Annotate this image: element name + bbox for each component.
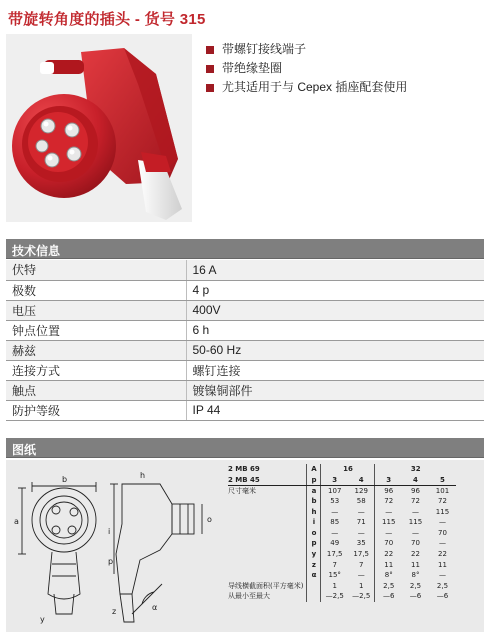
table-row bbox=[6, 380, 484, 400]
table-row bbox=[228, 591, 456, 602]
spec-value: 4 p bbox=[186, 280, 484, 300]
dimension-cell: 115 bbox=[408, 518, 423, 527]
dimension-cell: — bbox=[321, 506, 348, 517]
dimension-cell bbox=[228, 549, 307, 560]
page-title: 带旋转角度的插头 - 货号 315 bbox=[8, 11, 206, 28]
dimension-cell: 101 bbox=[435, 486, 450, 495]
dimension-cell: A bbox=[307, 464, 321, 475]
dimension-cell: 58 bbox=[356, 497, 366, 506]
dimension-cell: 129 bbox=[354, 486, 368, 495]
dimension-cell: 尺寸毫米 bbox=[228, 486, 256, 495]
dimension-cell: 32 bbox=[375, 464, 456, 475]
dimension-cell: i bbox=[307, 517, 321, 528]
dimension-cell: 85 bbox=[321, 517, 348, 528]
dimension-cell: 70 bbox=[438, 528, 447, 537]
spec-value: IP 44 bbox=[186, 400, 484, 420]
square-bullet-icon bbox=[206, 46, 214, 54]
dimension-cell bbox=[228, 517, 307, 528]
dimension-cell bbox=[228, 506, 307, 517]
table-row bbox=[6, 320, 484, 340]
drawing-label: p bbox=[108, 557, 114, 566]
table-row bbox=[228, 538, 456, 549]
dimension-cell: — bbox=[375, 506, 402, 517]
drawing-label: o bbox=[207, 515, 212, 524]
dimension-cell bbox=[228, 496, 307, 507]
table-row bbox=[6, 340, 484, 360]
spec-value: 镀镍铜部件 bbox=[186, 380, 484, 400]
dimension-cell: o bbox=[307, 528, 321, 539]
dimension-cell: p bbox=[307, 538, 321, 549]
dimension-cell: 96 bbox=[375, 485, 402, 496]
dimension-cell: —6 bbox=[409, 592, 422, 601]
spec-label: 赫兹 bbox=[6, 340, 186, 360]
dimension-cell bbox=[228, 559, 307, 570]
table-row bbox=[228, 517, 456, 528]
product-photo bbox=[6, 34, 192, 222]
table-row bbox=[228, 528, 456, 539]
dimension-cell: p bbox=[307, 475, 321, 486]
spec-label: 极数 bbox=[6, 280, 186, 300]
spec-label: 伏特 bbox=[6, 260, 186, 280]
dimension-cell: 17,5 bbox=[321, 549, 348, 560]
spec-label: 触点 bbox=[6, 380, 186, 400]
dimension-cell: 1 bbox=[321, 581, 348, 592]
dimension-cell: 1 bbox=[358, 581, 364, 590]
dimension-cell: 5 bbox=[429, 475, 456, 486]
dimension-cell: 2 MB 69 bbox=[228, 465, 260, 474]
dimension-cell: —2,5 bbox=[321, 591, 348, 602]
table-row bbox=[228, 485, 456, 496]
dimension-cell bbox=[228, 538, 307, 549]
dimension-cell: 从最小至最大 bbox=[228, 592, 270, 601]
dimension-cell: a bbox=[307, 485, 321, 496]
dimension-cell: — bbox=[357, 528, 365, 537]
dimension-cell: 72 bbox=[411, 497, 420, 506]
spec-value: 50-60 Hz bbox=[186, 340, 484, 360]
drawing-label: a bbox=[14, 517, 19, 526]
drawing-label: b bbox=[62, 475, 68, 484]
dimension-cell bbox=[228, 528, 307, 539]
dimension-cell: 4 bbox=[402, 475, 429, 486]
dimension-cell: 15° bbox=[321, 570, 348, 581]
dimension-cell: 2 MB 45 bbox=[228, 475, 307, 486]
dimension-cell: 115 bbox=[375, 517, 402, 528]
table-row bbox=[6, 300, 484, 320]
dimension-cell bbox=[307, 581, 321, 592]
table-row bbox=[228, 496, 456, 507]
square-bullet-icon bbox=[206, 84, 214, 92]
dimension-cell: — bbox=[438, 571, 446, 580]
spec-label: 电压 bbox=[6, 300, 186, 320]
dimension-cell: z bbox=[307, 559, 321, 570]
table-row bbox=[228, 570, 456, 581]
dimension-cell: 11 bbox=[411, 560, 420, 569]
dimension-cell: — bbox=[375, 528, 402, 539]
feature-item: 带螺钉接线端子 bbox=[206, 40, 407, 59]
dimension-cell: 22 bbox=[411, 550, 420, 559]
dimension-cell: 16 bbox=[321, 464, 375, 475]
table-row bbox=[6, 260, 484, 280]
table-row bbox=[228, 549, 456, 560]
table-row bbox=[6, 360, 484, 380]
table-row bbox=[6, 400, 484, 420]
dimension-cell: 72 bbox=[375, 496, 402, 507]
drawing-label: y bbox=[40, 615, 45, 624]
feature-item: 带绝缘垫圈 bbox=[206, 59, 407, 78]
dimension-cell: 2,5 bbox=[375, 581, 402, 592]
red-plug-image bbox=[6, 34, 192, 222]
table-row bbox=[6, 280, 484, 300]
dimension-cell: 8° bbox=[375, 570, 402, 581]
dimension-cell: α bbox=[307, 570, 321, 581]
dimension-cell: 7 bbox=[358, 560, 364, 569]
dimension-cell: 70 bbox=[411, 539, 420, 548]
dimension-cell: 11 bbox=[375, 559, 402, 570]
dimension-cell: 22 bbox=[375, 549, 402, 560]
dimension-cell: 3 bbox=[321, 475, 348, 486]
table-row bbox=[228, 581, 456, 592]
dimension-cell: — bbox=[438, 539, 446, 548]
drawing-label: α bbox=[152, 603, 158, 612]
feature-list bbox=[206, 40, 407, 97]
dimension-cell: — bbox=[438, 518, 446, 527]
dimension-cell: y bbox=[307, 549, 321, 560]
dimension-cell: 115 bbox=[435, 507, 450, 516]
table-row bbox=[228, 559, 456, 570]
feature-item: 尤其适用于与 Cepex 插座配套使用 bbox=[206, 78, 407, 97]
dimension-cell: 70 bbox=[375, 538, 402, 549]
dimension-cell: h bbox=[307, 506, 321, 517]
table-row bbox=[228, 464, 456, 475]
dimension-cell: 7 bbox=[321, 559, 348, 570]
dimension-cell: — bbox=[411, 507, 419, 516]
dimension-cell: —6 bbox=[375, 591, 402, 602]
square-bullet-icon bbox=[206, 65, 214, 73]
drawing-label: z bbox=[112, 607, 117, 616]
tech-info-heading: 技术信息 bbox=[6, 239, 484, 259]
dimension-cell bbox=[228, 570, 307, 581]
dimension-cell: 53 bbox=[321, 496, 348, 507]
dimension-cell bbox=[307, 591, 321, 602]
dimension-cell: 2,5 bbox=[436, 581, 449, 590]
dimension-cell: — bbox=[357, 507, 365, 516]
dimension-cell: — bbox=[411, 528, 419, 537]
dimension-cell: —2,5 bbox=[352, 592, 371, 601]
spec-value: 400V bbox=[186, 300, 484, 320]
dimension-cell: 17,5 bbox=[353, 550, 370, 559]
drawing-heading: 图纸 bbox=[6, 438, 484, 458]
dimension-cell: 4 bbox=[348, 475, 375, 486]
dimension-cell: 49 bbox=[321, 538, 348, 549]
dimension-cell: 22 bbox=[438, 550, 447, 559]
dimension-cell: — bbox=[321, 528, 348, 539]
drawing-label: h bbox=[140, 471, 146, 480]
dimension-cell: 71 bbox=[356, 518, 366, 527]
table-row bbox=[228, 475, 456, 486]
technical-drawing bbox=[12, 464, 222, 629]
dimension-table bbox=[228, 464, 456, 602]
dimension-cell: 8° bbox=[411, 571, 420, 580]
spec-value: 16 A bbox=[186, 260, 484, 280]
spec-label: 连接方式 bbox=[6, 360, 186, 380]
dimension-cell: 35 bbox=[356, 539, 366, 548]
spec-value: 螺钉连接 bbox=[186, 360, 484, 380]
dimension-cell: 11 bbox=[438, 560, 447, 569]
dimension-cell: 3 bbox=[375, 475, 402, 486]
dimension-cell: 导线横截面积(平方毫米) bbox=[228, 581, 304, 590]
dimension-cell: 96 bbox=[411, 486, 420, 495]
spec-value: 6 h bbox=[186, 320, 484, 340]
dimension-cell: b bbox=[307, 496, 321, 507]
dimension-cell: 107 bbox=[321, 485, 348, 496]
dimension-cell: —6 bbox=[436, 592, 449, 601]
spec-label: 钟点位置 bbox=[6, 320, 186, 340]
dimension-cell: 72 bbox=[438, 497, 447, 506]
dimension-cell: 2,5 bbox=[409, 581, 422, 590]
spec-label: 防护等级 bbox=[6, 400, 186, 420]
table-row bbox=[228, 506, 456, 517]
drawing-label: i bbox=[108, 527, 111, 536]
dimension-cell: — bbox=[357, 571, 365, 580]
tech-spec-table bbox=[6, 260, 484, 421]
